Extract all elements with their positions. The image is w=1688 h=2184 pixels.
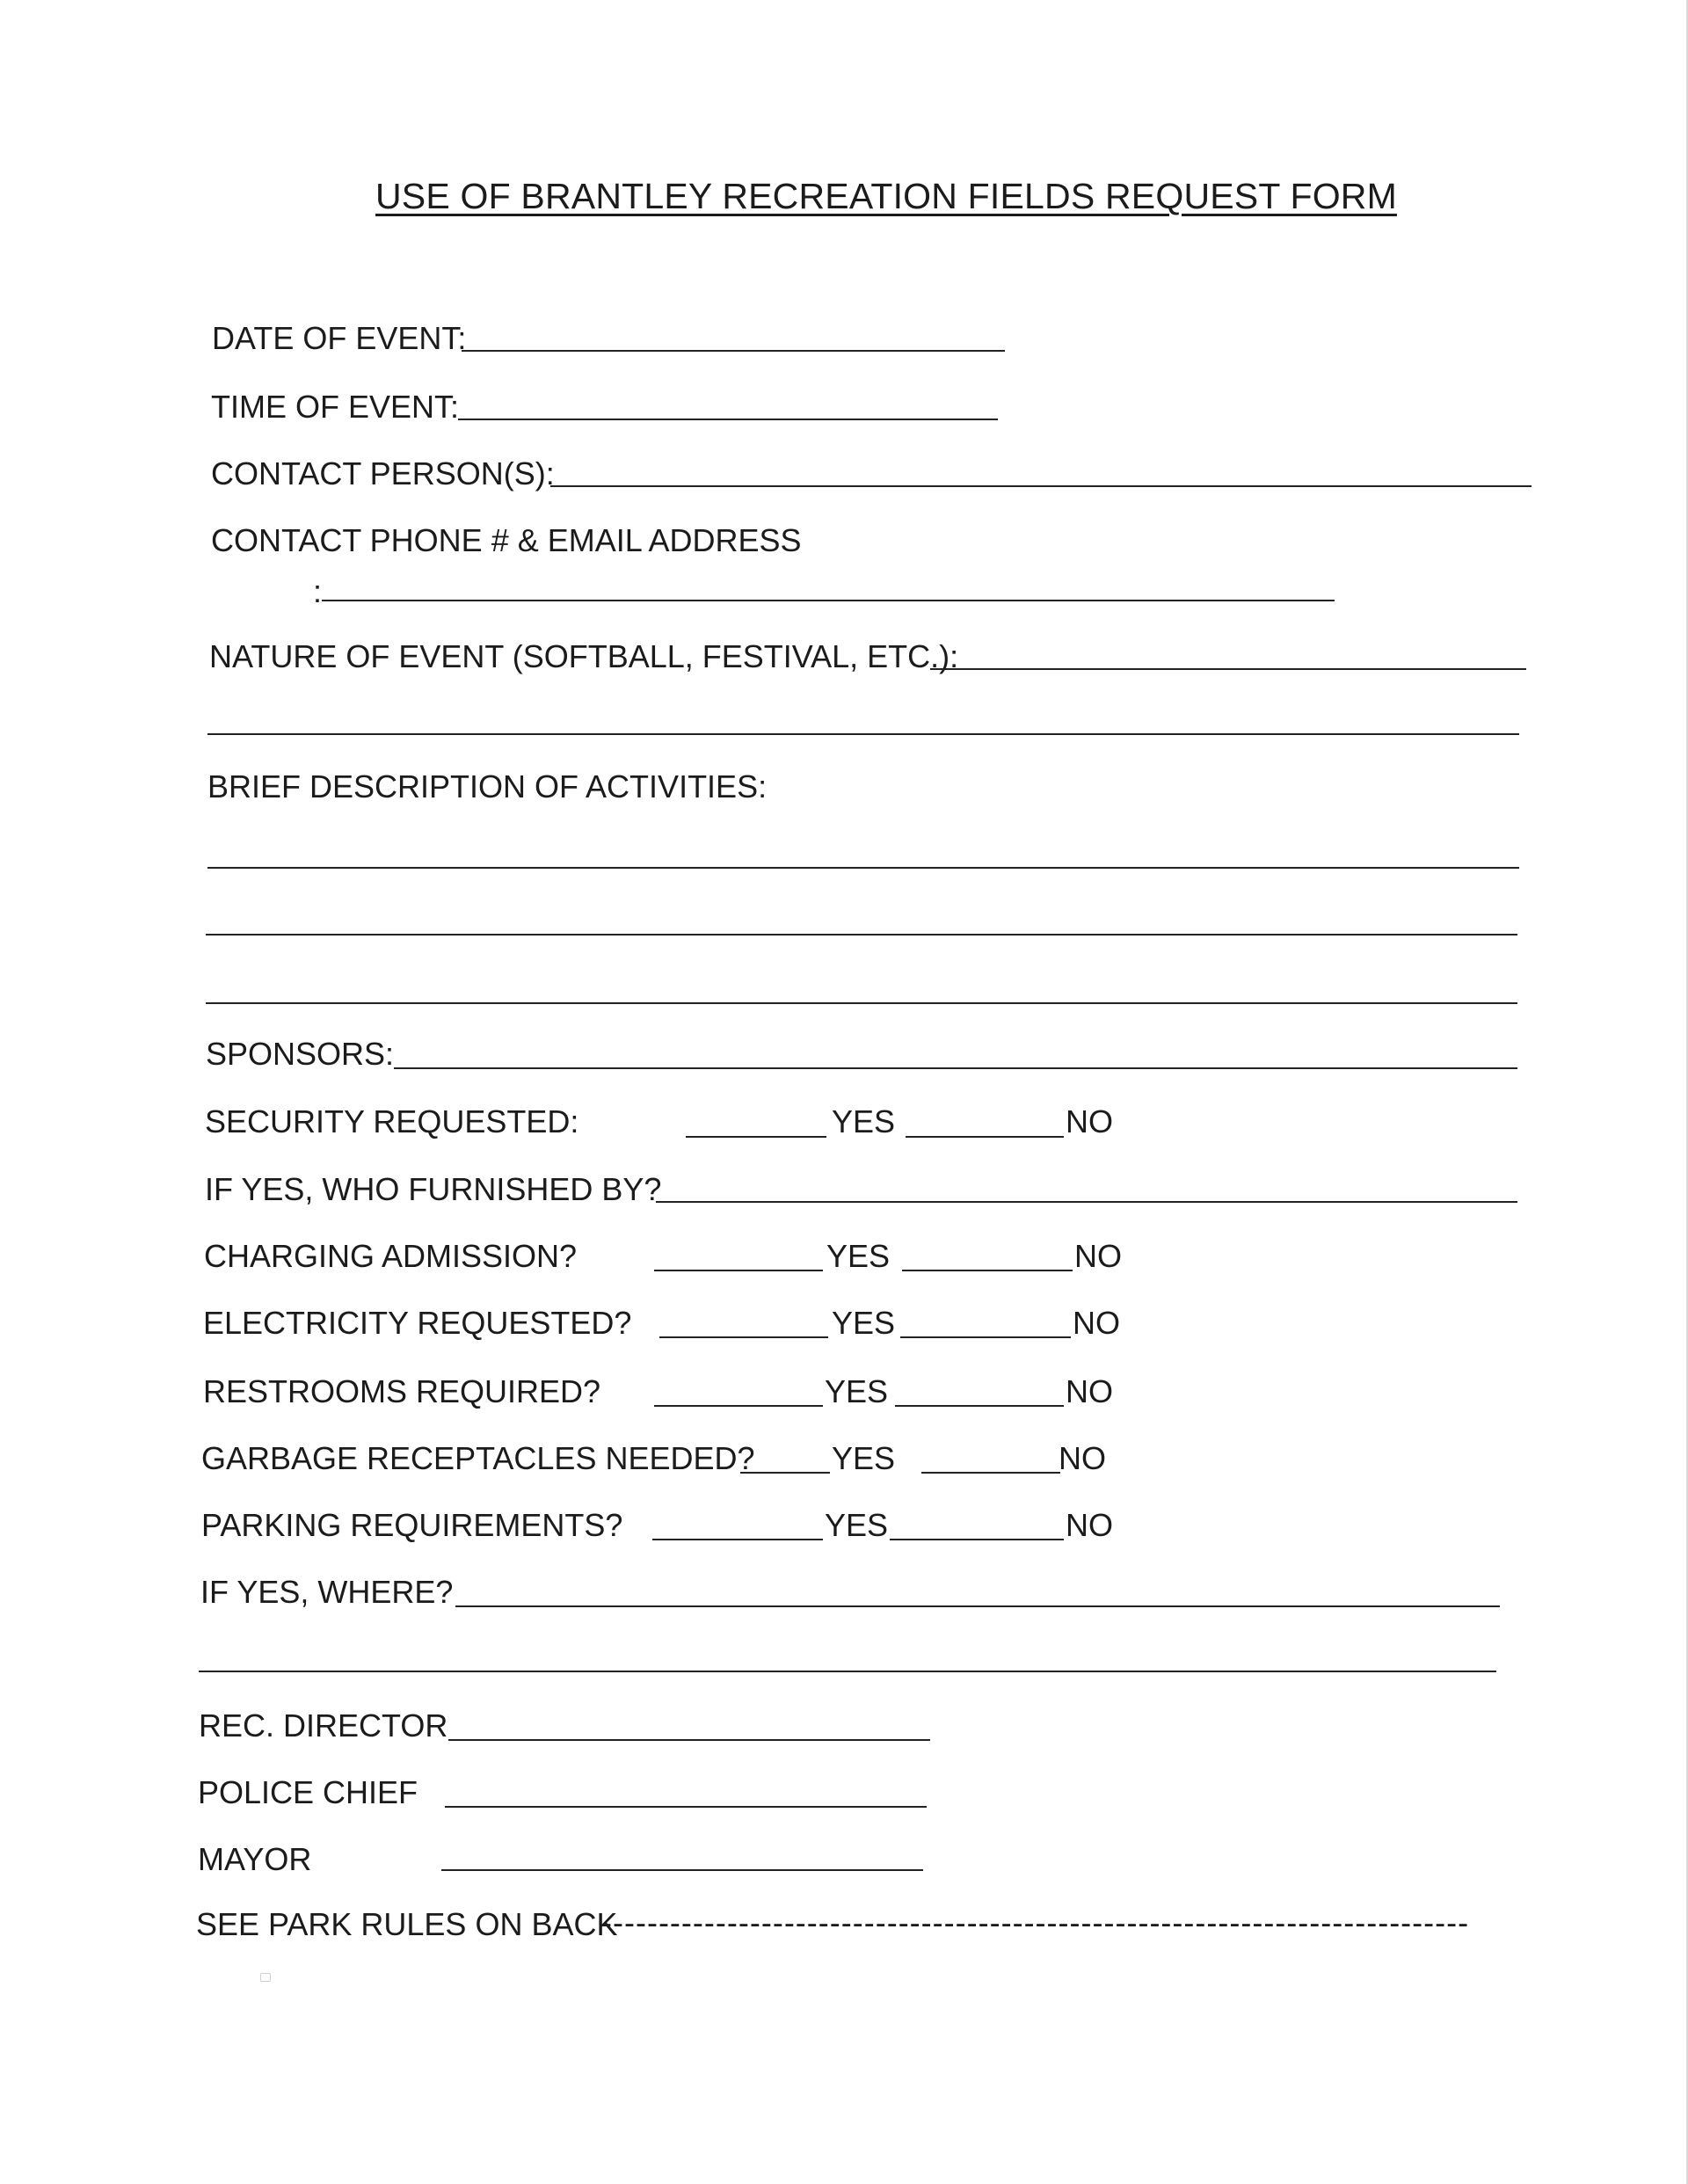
restrooms-no-label: NO — [1066, 1373, 1113, 1409]
admission-yes-label: YES — [826, 1238, 891, 1274]
security-no-label: NO — [1066, 1103, 1113, 1139]
parking-yes-label: YES — [825, 1507, 889, 1543]
garbage-no-label: NO — [1059, 1440, 1106, 1476]
garbage-label: GARBAGE RECEPTACLES NEEDED? — [201, 1440, 755, 1476]
contact-phone-colon: : — [313, 573, 323, 609]
furnished-by-field[interactable] — [656, 1201, 1517, 1203]
electricity-no-field[interactable] — [900, 1336, 1071, 1338]
electricity-yes-field[interactable] — [659, 1336, 828, 1338]
security-label: SECURITY REQUESTED: — [205, 1103, 579, 1139]
electricity-no-label: NO — [1073, 1305, 1120, 1341]
park-rules-note: SEE PARK RULES ON BACK — [196, 1906, 618, 1942]
where-field-line-2[interactable] — [199, 1671, 1496, 1672]
description-label: BRIEF DESCRIPTION OF ACTIVITIES: — [207, 768, 768, 804]
parking-no-label: NO — [1066, 1507, 1113, 1543]
park-rules-dashes: ---------------------------------------------------------------------------- — [601, 1904, 1470, 1940]
director-signature-field[interactable] — [448, 1739, 930, 1741]
restrooms-no-field[interactable] — [895, 1405, 1064, 1407]
contact-phone-label: CONTACT PHONE # & EMAIL ADDRESS — [211, 522, 802, 558]
security-yes-field[interactable] — [686, 1136, 826, 1138]
time-label: TIME OF EVENT: — [211, 389, 460, 425]
admission-no-label: NO — [1074, 1238, 1122, 1274]
description-line-3[interactable] — [206, 1002, 1517, 1004]
description-line-1[interactable] — [207, 867, 1519, 869]
police-chief-label: POLICE CHIEF — [198, 1774, 418, 1810]
furnished-by-label: IF YES, WHO FURNISHED BY? — [205, 1171, 662, 1207]
restrooms-yes-label: YES — [825, 1373, 889, 1409]
admission-label: CHARGING ADMISSION? — [204, 1238, 578, 1274]
admission-no-field[interactable] — [902, 1270, 1073, 1271]
parking-yes-field[interactable] — [652, 1539, 823, 1540]
admission-yes-field[interactable] — [654, 1270, 823, 1271]
where-field[interactable] — [455, 1605, 1500, 1607]
restrooms-yes-field[interactable] — [654, 1405, 823, 1407]
sponsors-field[interactable] — [394, 1067, 1517, 1069]
description-line-2[interactable] — [206, 934, 1517, 935]
electricity-label: ELECTRICITY REQUESTED? — [203, 1305, 632, 1341]
parking-no-field[interactable] — [890, 1539, 1064, 1540]
mayor-label: MAYOR — [198, 1841, 312, 1877]
parking-label: PARKING REQUIREMENTS? — [201, 1507, 623, 1543]
restrooms-label: RESTROOMS REQUIRED? — [203, 1373, 601, 1409]
police-chief-signature-field[interactable] — [445, 1806, 927, 1808]
director-label: REC. DIRECTOR — [199, 1707, 448, 1744]
garbage-yes-field[interactable] — [740, 1472, 830, 1474]
nature-field[interactable] — [930, 668, 1526, 670]
form-title: USE OF BRANTLEY RECREATION FIELDS REQUEST FORM — [375, 176, 1397, 216]
nature-label: NATURE OF EVENT (SOFTBALL, FESTIVAL, ETC.): — [209, 638, 959, 674]
mayor-signature-field[interactable] — [441, 1869, 923, 1871]
contact-person-label: CONTACT PERSON(S): — [211, 455, 555, 491]
contact-phone-field[interactable] — [322, 600, 1335, 601]
scan-speck — [260, 1973, 271, 1982]
where-label: IF YES, WHERE? — [200, 1574, 454, 1610]
date-field[interactable] — [462, 350, 1005, 352]
security-no-field[interactable] — [906, 1136, 1064, 1138]
date-label: DATE OF EVENT: — [212, 320, 467, 356]
security-yes-label: YES — [832, 1103, 896, 1139]
sponsors-label: SPONSORS: — [206, 1036, 395, 1072]
nature-field-line-2[interactable] — [207, 733, 1519, 735]
electricity-yes-label: YES — [832, 1305, 896, 1341]
time-field[interactable] — [458, 419, 998, 420]
garbage-yes-label: YES — [832, 1440, 896, 1476]
contact-person-field[interactable] — [550, 485, 1532, 487]
garbage-no-field[interactable] — [921, 1472, 1060, 1474]
